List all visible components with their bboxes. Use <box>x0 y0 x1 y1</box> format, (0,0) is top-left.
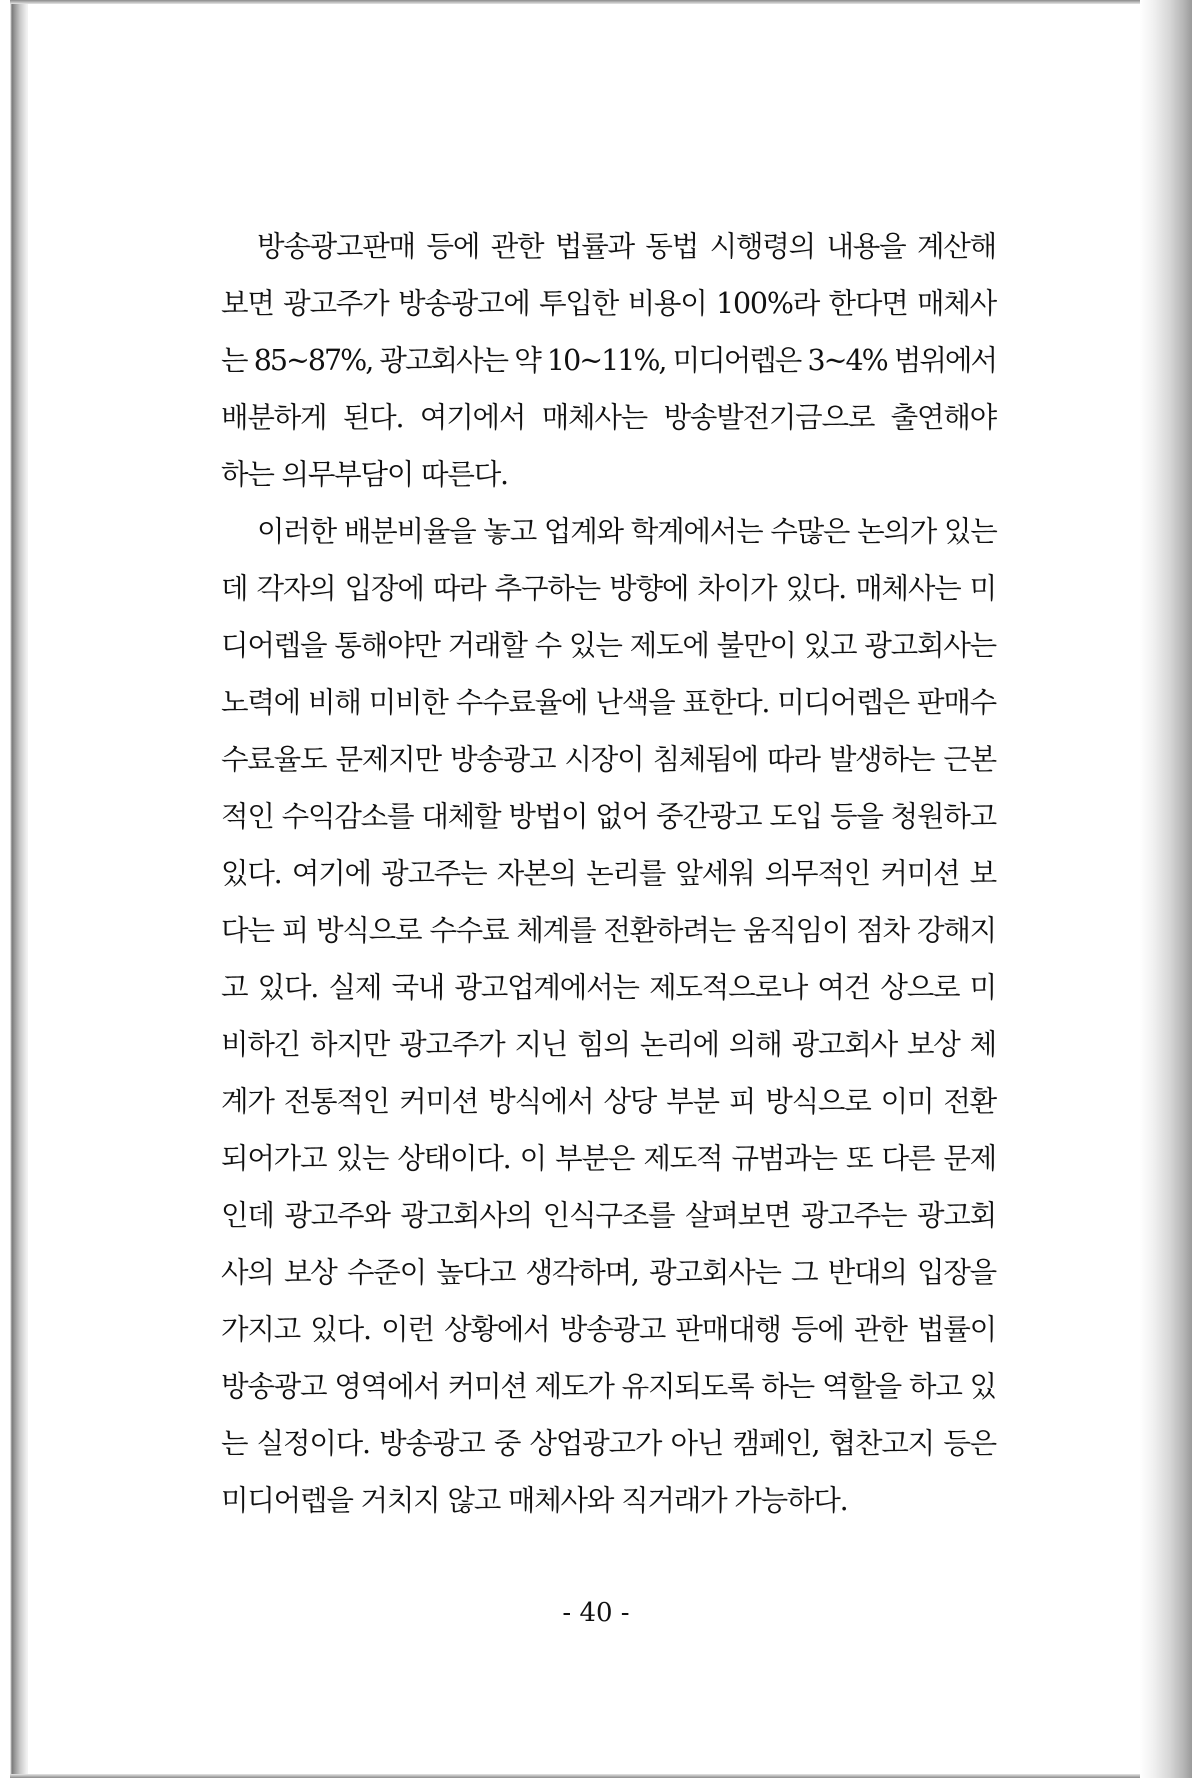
text-line: 는 실정이다. 방송광고 중 상업광고가 아닌 캠페인, 협찬고지 등은 <box>221 1427 996 1460</box>
text-line: 비하긴 하지만 광고주가 지닌 힘의 논리에 의해 광고회사 보상 체 <box>221 1028 996 1061</box>
text-line: 는 85~87%, 광고회사는 약 10~11%, 미디어렙은 3~4% 범위에서 <box>221 344 996 377</box>
paragraph-1 <box>221 218 996 503</box>
text-line: 데 각자의 입장에 따라 추구하는 방향에 차이가 있다. 매체사는 미 <box>221 572 996 605</box>
text-line: 있다. 여기에 광고주는 자본의 논리를 앞세워 의무적인 커미션 보 <box>221 857 996 890</box>
body-text <box>221 218 996 1529</box>
paragraph-2 <box>221 503 996 1529</box>
text-line: 사의 보상 수준이 높다고 생각하며, 광고회사는 그 반대의 입장을 <box>221 1256 996 1289</box>
text-line: 되어가고 있는 상태이다. 이 부분은 제도적 규범과는 또 다른 문제 <box>221 1142 996 1175</box>
page-right-edge-shadow <box>1140 0 1192 1778</box>
text-line: 계가 전통적인 커미션 방식에서 상당 부분 피 방식으로 이미 전환 <box>221 1085 996 1118</box>
text-line: 하는 의무부담이 따른다. <box>221 458 508 491</box>
page-top-edge <box>10 0 1150 4</box>
text-line: 적인 수익감소를 대체할 방법이 없어 중간광고 도입 등을 청원하고 <box>221 800 996 833</box>
text-line: 이러한 배분비율을 놓고 업계와 학계에서는 수많은 논의가 있는 <box>257 515 997 548</box>
page-number: - 40 - <box>562 1598 630 1628</box>
text-line: 인데 광고주와 광고회사의 인식구조를 살펴보면 광고주는 광고회 <box>221 1199 996 1232</box>
text-line: 배분하게 된다. 여기에서 매체사는 방송발전기금으로 출연해야 <box>221 401 996 434</box>
text-line: 디어렙을 통해야만 거래할 수 있는 제도에 불만이 있고 광고회사는 <box>221 629 996 662</box>
text-line: 미디어렙을 거치지 않고 매체사와 직거래가 가능하다. <box>221 1484 848 1517</box>
text-line: 노력에 비해 미비한 수수료율에 난색을 표한다. 미디어렙은 판매수 <box>221 686 996 719</box>
page-bottom-edge <box>10 1774 1150 1778</box>
text-line: 방송광고판매 등에 관한 법률과 동법 시행령의 내용을 계산해 <box>257 230 996 263</box>
page-left-edge-shadow <box>0 0 28 1778</box>
text-line: 가지고 있다. 이런 상황에서 방송광고 판매대행 등에 관한 법률이 <box>221 1313 996 1346</box>
text-line: 다는 피 방식으로 수수료 체계를 전환하려는 움직임이 점차 강해지 <box>221 914 996 947</box>
text-line: 방송광고 영역에서 커미션 제도가 유지되도록 하는 역할을 하고 있 <box>221 1370 996 1403</box>
text-line: 수료율도 문제지만 방송광고 시장이 침체됨에 따라 발생하는 근본 <box>221 743 996 776</box>
text-line: 고 있다. 실제 국내 광고업계에서는 제도적으로나 여건 상으로 미 <box>221 971 996 1004</box>
text-line: 보면 광고주가 방송광고에 투입한 비용이 100%라 한다면 매체사 <box>221 287 996 320</box>
